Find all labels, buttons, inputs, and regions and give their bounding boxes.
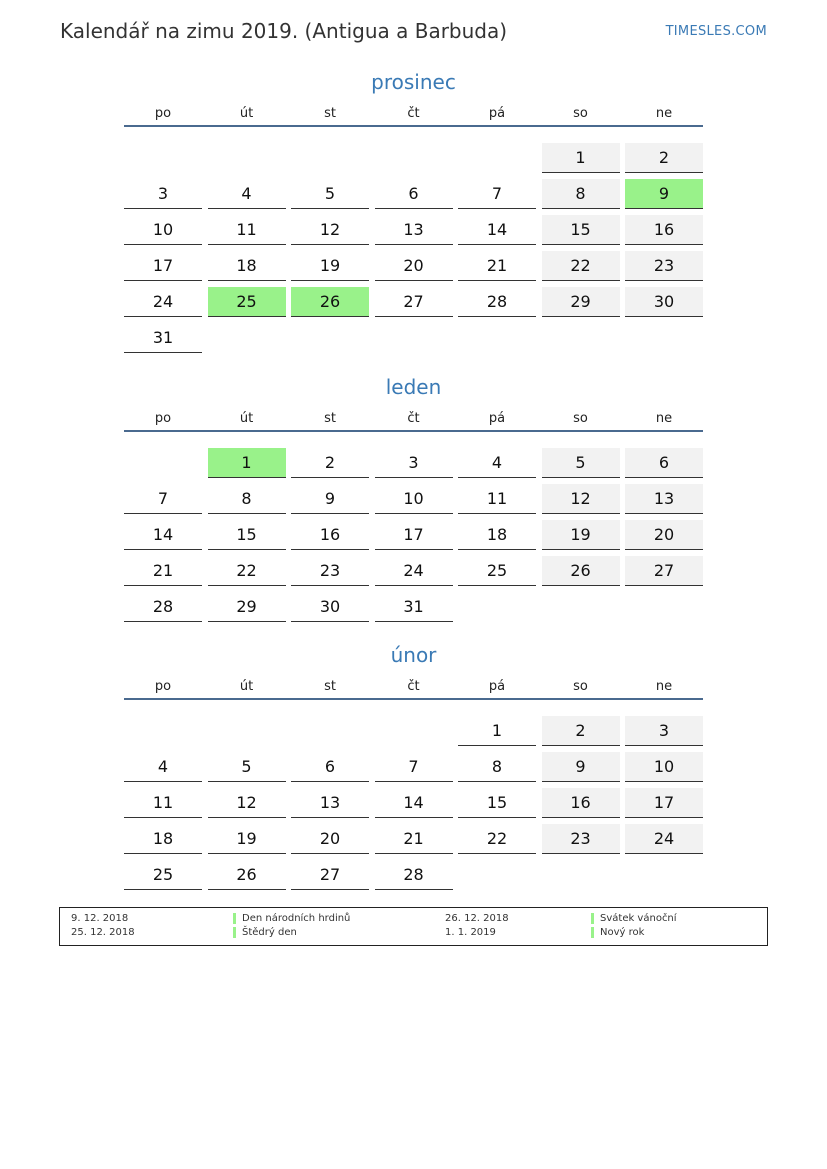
day-cell: 12	[208, 788, 286, 818]
day-cell: 6	[291, 752, 369, 782]
day-cell: 4	[208, 179, 286, 209]
weekday-label: čt	[407, 106, 420, 121]
day-cell: 23	[542, 824, 620, 854]
legend-date: 26. 12. 2018	[445, 913, 509, 924]
header-rule	[124, 125, 703, 127]
header-rule	[124, 430, 703, 432]
day-cell: 14	[124, 520, 202, 550]
legend-holiday-name: Nový rok	[591, 927, 644, 938]
day-cell: 28	[375, 860, 453, 890]
holiday-day-cell: 26	[291, 287, 369, 317]
day-cell: 21	[124, 556, 202, 586]
month-name: únor	[390, 643, 437, 667]
day-cell: 2	[542, 716, 620, 746]
day-cell: 1	[542, 143, 620, 173]
day-cell: 21	[458, 251, 536, 281]
month-name: leden	[385, 375, 442, 399]
day-cell: 14	[458, 215, 536, 245]
legend-date: 1. 1. 2019	[445, 927, 496, 938]
day-cell: 20	[291, 824, 369, 854]
day-cell: 10	[625, 752, 703, 782]
weekday-label: ne	[655, 679, 673, 694]
weekday-label: po	[154, 679, 172, 694]
day-cell: 24	[124, 287, 202, 317]
weekday-label: ne	[655, 106, 673, 121]
day-cell: 4	[124, 752, 202, 782]
day-cell: 17	[124, 251, 202, 281]
day-cell: 12	[291, 215, 369, 245]
day-cell: 16	[291, 520, 369, 550]
day-cell: 2	[291, 448, 369, 478]
day-cell: 6	[375, 179, 453, 209]
page-title: Kalendář na zimu 2019. (Antigua a Barbuda)	[60, 19, 508, 43]
day-cell: 18	[124, 824, 202, 854]
weekday-label: st	[324, 411, 336, 426]
day-cell: 22	[542, 251, 620, 281]
day-cell: 10	[375, 484, 453, 514]
day-cell: 5	[291, 179, 369, 209]
day-cell: 15	[458, 788, 536, 818]
weekday-label: so	[573, 106, 588, 121]
day-cell: 8	[208, 484, 286, 514]
legend-holiday-name: Svátek vánoční	[591, 913, 677, 924]
weekday-header	[124, 411, 703, 431]
legend-date: 9. 12. 2018	[71, 913, 129, 924]
day-cell: 3	[625, 716, 703, 746]
day-cell: 23	[291, 556, 369, 586]
day-cell: 10	[124, 215, 202, 245]
day-cell: 3	[124, 179, 202, 209]
weekday-label: po	[154, 106, 172, 121]
day-cell: 30	[291, 592, 369, 622]
day-cell: 29	[542, 287, 620, 317]
weekday-header	[124, 106, 703, 126]
day-cell: 24	[625, 824, 703, 854]
header-rule	[124, 698, 703, 700]
legend-holiday-name: Štědrý den	[233, 927, 297, 938]
brand-logo[interactable]: TIMESLES.COM	[665, 24, 767, 39]
day-cell: 25	[458, 556, 536, 586]
day-cell: 27	[375, 287, 453, 317]
day-cell: 17	[375, 520, 453, 550]
weekday-label: so	[573, 679, 588, 694]
legend-holiday-name: Den národních hrdinů	[233, 913, 350, 924]
weekday-label: út	[239, 411, 254, 426]
weekday-label: út	[239, 106, 254, 121]
day-cell: 7	[458, 179, 536, 209]
day-cell: 13	[375, 215, 453, 245]
day-cell: 31	[124, 323, 202, 353]
month-name: prosinec	[371, 70, 456, 94]
day-cell: 4	[458, 448, 536, 478]
day-cell: 8	[458, 752, 536, 782]
day-cell: 2	[625, 143, 703, 173]
day-cell: 12	[542, 484, 620, 514]
day-cell: 19	[542, 520, 620, 550]
day-cell: 11	[458, 484, 536, 514]
weekday-label: pá	[488, 411, 506, 426]
day-cell: 15	[542, 215, 620, 245]
weekday-label: čt	[407, 411, 420, 426]
weekday-label: pá	[488, 106, 506, 121]
day-cell: 6	[625, 448, 703, 478]
day-cell: 14	[375, 788, 453, 818]
day-cell: 22	[208, 556, 286, 586]
holiday-day-cell: 9	[625, 179, 703, 209]
weekday-label: pá	[488, 679, 506, 694]
day-cell: 25	[124, 860, 202, 890]
day-cell: 7	[124, 484, 202, 514]
day-cell: 11	[124, 788, 202, 818]
weekday-label: po	[154, 411, 172, 426]
day-cell: 30	[625, 287, 703, 317]
holiday-day-cell: 25	[208, 287, 286, 317]
day-cell: 22	[458, 824, 536, 854]
weekday-label: st	[324, 679, 336, 694]
day-cell: 31	[375, 592, 453, 622]
day-cell: 5	[208, 752, 286, 782]
day-cell: 27	[625, 556, 703, 586]
day-cell: 8	[542, 179, 620, 209]
day-cell: 9	[291, 484, 369, 514]
holiday-legend	[59, 907, 768, 946]
day-cell: 13	[291, 788, 369, 818]
day-cell: 21	[375, 824, 453, 854]
day-cell: 20	[625, 520, 703, 550]
day-cell: 13	[625, 484, 703, 514]
weekday-label: st	[324, 106, 336, 121]
day-cell: 28	[124, 592, 202, 622]
legend-date: 25. 12. 2018	[71, 927, 135, 938]
day-cell: 20	[375, 251, 453, 281]
day-cell: 16	[542, 788, 620, 818]
day-cell: 23	[625, 251, 703, 281]
day-cell: 26	[208, 860, 286, 890]
day-cell: 7	[375, 752, 453, 782]
day-cell: 29	[208, 592, 286, 622]
day-cell: 17	[625, 788, 703, 818]
day-cell: 26	[542, 556, 620, 586]
weekday-header	[124, 679, 703, 699]
day-cell: 16	[625, 215, 703, 245]
day-cell: 24	[375, 556, 453, 586]
day-cell: 27	[291, 860, 369, 890]
weekday-label: út	[239, 679, 254, 694]
day-cell: 11	[208, 215, 286, 245]
day-cell: 1	[458, 716, 536, 746]
weekday-label: čt	[407, 679, 420, 694]
day-cell: 18	[208, 251, 286, 281]
day-cell: 15	[208, 520, 286, 550]
day-cell: 5	[542, 448, 620, 478]
weekday-label: ne	[655, 411, 673, 426]
holiday-day-cell: 1	[208, 448, 286, 478]
weekday-label: so	[573, 411, 588, 426]
day-cell: 19	[291, 251, 369, 281]
day-cell: 19	[208, 824, 286, 854]
day-cell: 28	[458, 287, 536, 317]
day-cell: 18	[458, 520, 536, 550]
day-cell: 9	[542, 752, 620, 782]
day-cell: 3	[375, 448, 453, 478]
